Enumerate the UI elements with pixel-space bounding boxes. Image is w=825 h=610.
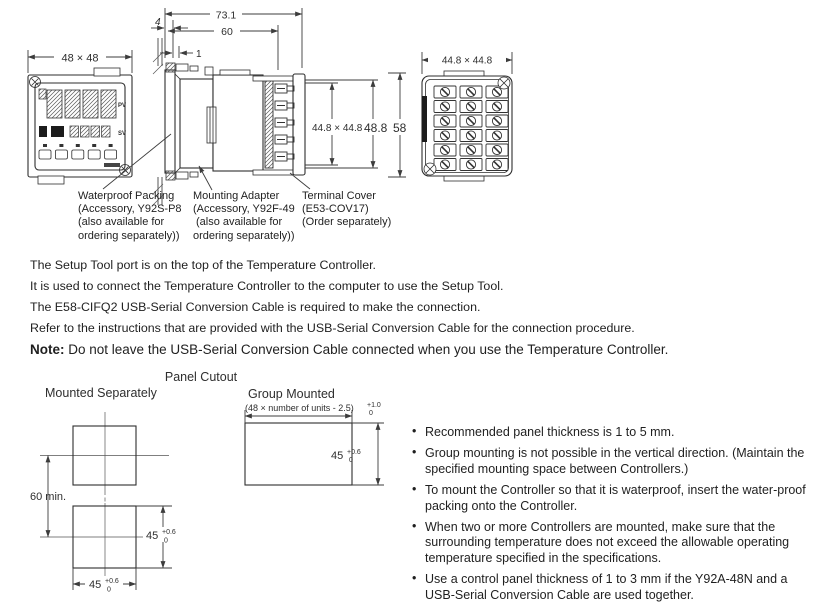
list-item — [412, 446, 818, 477]
bullet-icon: • — [412, 424, 417, 438]
callout-line: Mounting Adapter — [193, 190, 280, 202]
dim-vertical-spacing: 60 min. — [30, 491, 67, 503]
note-text: Group mounting is not possible in the vertical direction. (Maintain the specified mounting space between Controllers.) — [425, 446, 805, 476]
setup-tool-line: The Setup Tool port is on the top of the Temperature Controller. — [30, 258, 376, 272]
callout-line: ordering separately)) — [193, 229, 295, 242]
note-text: To mount the Controller so that it is waterproof, insert the water-proof packing onto the Controller. — [425, 483, 806, 513]
waterproof-packing — [166, 63, 175, 72]
front-bezel — [165, 70, 175, 173]
callout-terminal-cover — [302, 190, 391, 230]
note-text: Do not leave the USB-Serial Conversion Cable connected when you use the Temperature Controller. — [68, 342, 669, 357]
group-formula-tol-sub: 0 — [369, 410, 373, 417]
mounted-separately-cutouts — [30, 412, 180, 594]
dim-front-width: 48 × 48 — [61, 52, 99, 65]
callout-line: (also available for — [196, 216, 283, 229]
mounting-tab-top — [94, 68, 120, 76]
list-item — [412, 572, 818, 603]
dim-back-square: 44.8 × 44.8 — [441, 55, 493, 67]
dim-group-height: 45 — [331, 450, 344, 462]
dim-depth-body: 60 — [221, 26, 233, 38]
group-formula-tol-sup: +1.0 — [367, 402, 381, 409]
back-view — [422, 52, 512, 181]
callout-mounting-adapter — [193, 190, 295, 243]
dim-cutout-height: 45 — [146, 530, 159, 542]
bullet-icon: • — [412, 482, 417, 497]
setup-tool-note — [30, 339, 810, 361]
callout-line: (Accessory, Y92S-P8 — [78, 203, 182, 216]
setup-tool-line: Refer to the instructions that are provided with the USB-Serial Conversion Cable for the connection procedure. — [30, 321, 635, 335]
terminal-key-bar — [422, 96, 427, 142]
callout-line: ordering separately)) — [78, 229, 180, 242]
callout-line: (E53-COV17) — [302, 203, 369, 216]
callout-line: Terminal Cover — [302, 190, 376, 202]
group-mounted-title: Group Mounted — [248, 387, 335, 401]
dim-cutout-width: 45 — [89, 579, 102, 591]
dim-cutout-width-tol-sup: +0.6 — [105, 578, 119, 585]
dim-cutout-height-tol-sup: +0.6 — [162, 529, 176, 536]
controller-body — [205, 67, 263, 171]
pv-label: PV — [118, 103, 127, 109]
sv-label: SV — [118, 131, 127, 137]
terminal-block-side — [265, 80, 294, 168]
dim-total-height: 58 — [393, 121, 407, 135]
note-text: When two or more Controllers are mounted, make sure that the surrounding temperature does not exceed the allowable operating temperature specified in the specifications. — [425, 520, 790, 565]
group-formula: (48 × number of units - 2.5) — [245, 403, 354, 413]
list-item — [412, 483, 818, 514]
dim-cutout-height-tol-sub: 0 — [164, 537, 168, 545]
dim-with-cover: 48.8 — [364, 121, 388, 135]
bullet-icon: • — [412, 519, 417, 534]
panel-cutout-diagrams — [22, 366, 417, 610]
side-view — [151, 8, 408, 205]
mounting-notes-list — [412, 425, 818, 609]
note-text: Use a control panel thickness of 1 to 3 mm if the Y92A-48N and a USB-Serial Conversion Cable are used together. — [425, 572, 788, 602]
waterproof-packing-bottom — [166, 171, 175, 180]
callout-line: Waterproof Packing — [78, 190, 175, 202]
panel-cutout-title: Panel Cutout — [164, 370, 238, 384]
screw-back-bottom-left — [424, 163, 436, 175]
front-view — [28, 50, 132, 184]
callout-line: (also available for — [78, 216, 165, 229]
bullet-icon: • — [412, 445, 417, 460]
callout-waterproof-packing — [78, 190, 182, 243]
group-mounted-cutout — [245, 410, 384, 485]
setup-tool-line: It is used to connect the Temperature Controller to the computer to use the Setup Tool. — [30, 279, 504, 293]
dim-bezel: 4 — [155, 17, 161, 28]
setup-tool-paragraph — [30, 255, 810, 361]
dim-group-height-tol-sup: +0.6 — [347, 449, 361, 456]
mounting-tab-bottom — [38, 176, 64, 184]
setup-tool-line: The E58-CIFQ2 USB-Serial Conversion Cable is required to make the connection. — [30, 300, 481, 314]
dim-cutout-width-tol-sub: 0 — [107, 586, 111, 594]
unit-indicator-icon — [39, 89, 46, 99]
callout-line: (Accessory, Y92F-49 — [193, 203, 295, 216]
note-label: Note: — [30, 342, 65, 357]
brand-mark — [104, 163, 120, 167]
dim-group-height-tol-sub: 0 — [349, 457, 353, 464]
dim-panel-gap: 1 — [196, 49, 202, 60]
bullet-icon: • — [412, 571, 417, 586]
callout-line: (Order separately) — [302, 216, 392, 229]
mounted-separately-title: Mounted Separately — [45, 386, 157, 400]
dim-depth-total: 73.1 — [215, 9, 237, 22]
note-text: Recommended panel thickness is 1 to 5 mm. — [425, 425, 675, 439]
screw-back-top-right — [498, 77, 510, 89]
list-item — [412, 425, 818, 440]
dim-body-square: 44.8 × 44.8 — [312, 123, 363, 134]
panel-section — [153, 38, 163, 205]
list-item — [412, 520, 818, 566]
